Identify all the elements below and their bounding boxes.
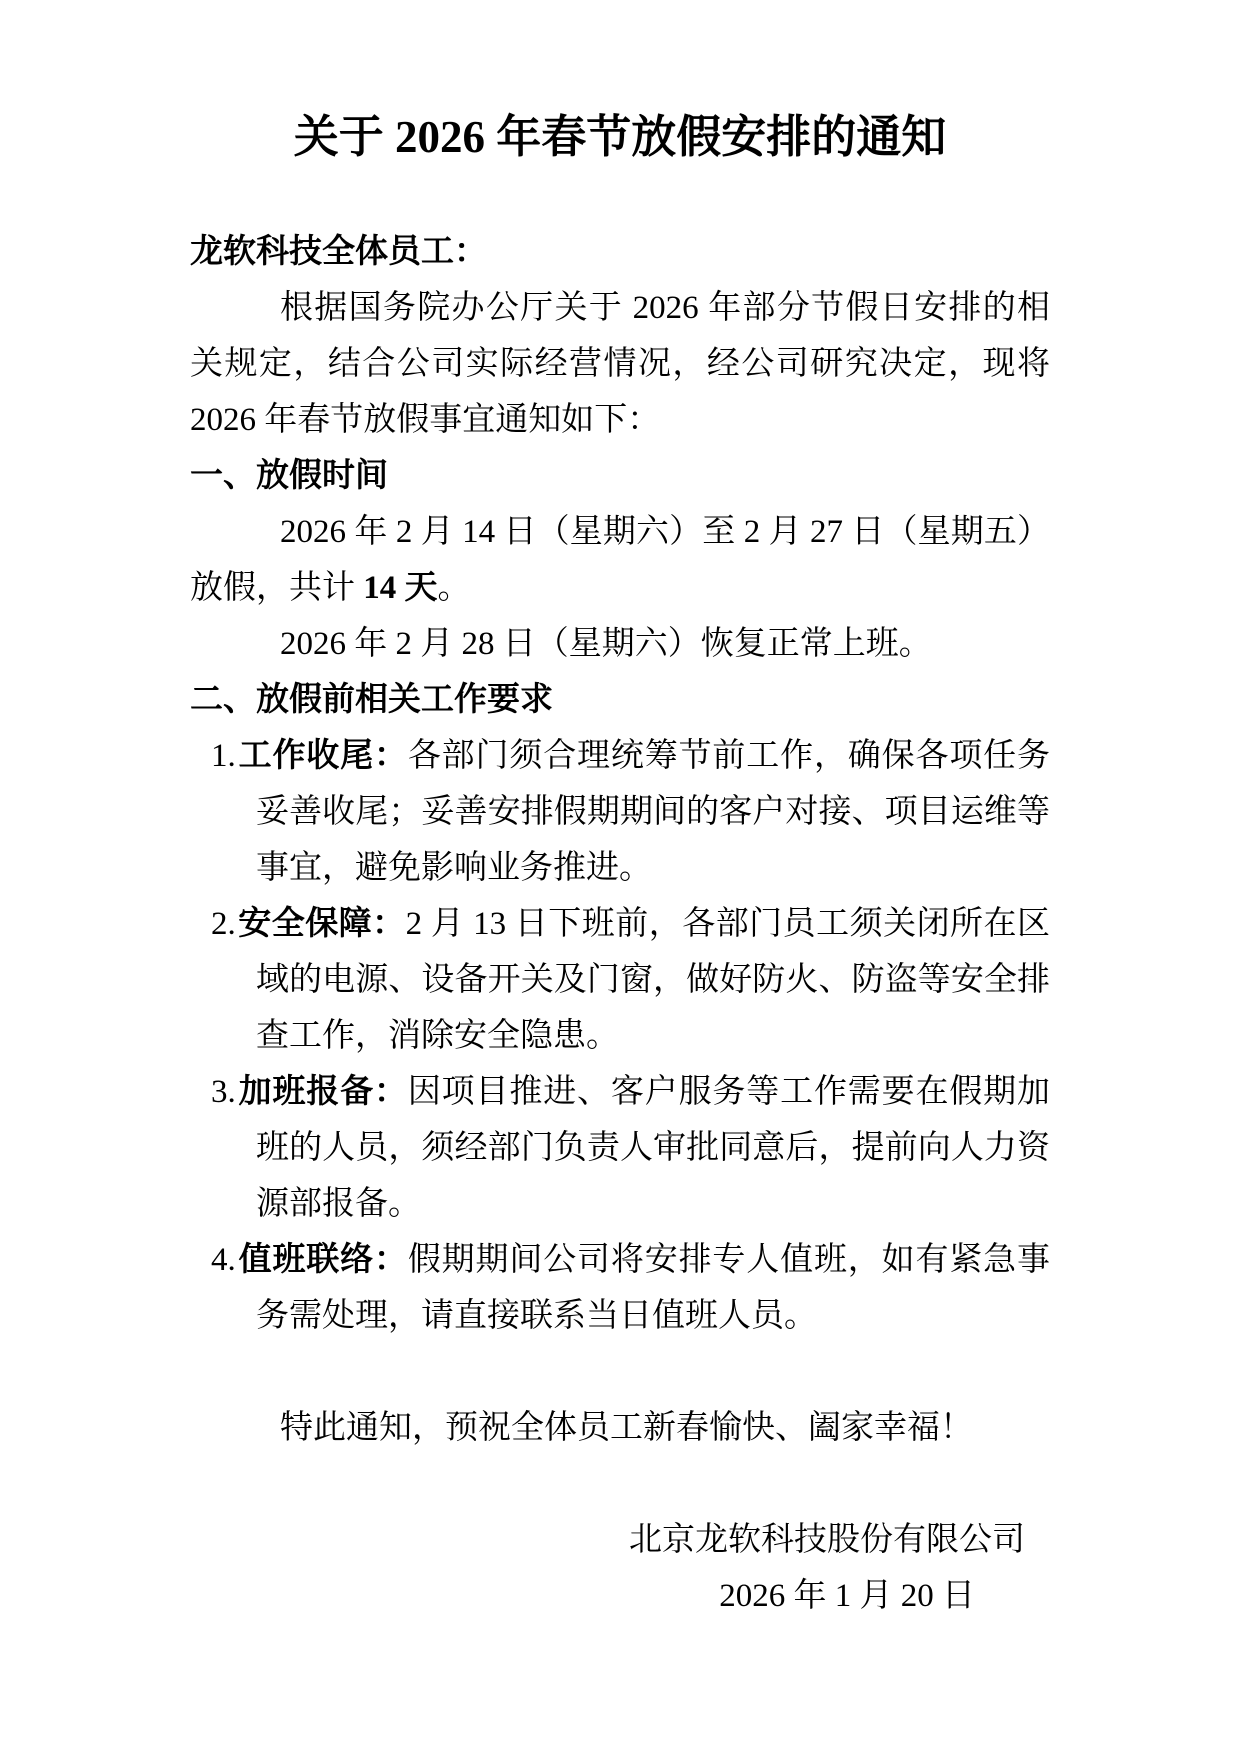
list-item-lead: 值班联络： [237,1242,408,1278]
list-item-number: 2. [211,906,236,942]
list-item-lead: 加班报备： [237,1074,408,1110]
holiday-dates-text: 2026 年 2 月 14 日（星期六）至 2 月 27 日（星期五）放假，共计 [190,514,1050,606]
holiday-total-days: 14 天 [363,570,438,606]
list-item-number: 3. [211,1074,236,1110]
list-item-text: 各部门须合理统筹节前工作，确保各项任务妥善收尾；妥善安排假期期间的客户对接、项目运维等事宜，避免影响业务推进。 [256,738,1050,886]
document-title: 关于 2026 年春节放假安排的通知 [293,112,947,162]
return-to-work-paragraph: 2026 年 2 月 28 日（星期六）恢复正常上班。 [280,626,932,662]
list-item-text: 2 月 13 日下班前，各部门员工须关闭所在区域的电源、设备开关及门窗，做好防火、防盗等安全排查工作，消除安全隐患。 [256,906,1051,1054]
list-item-work-wrapup [190,728,1050,896]
signature-date: 2026 年 1 月 20 日 [719,1578,975,1614]
list-item-overtime [190,1064,1050,1232]
list-item-text: 因项目推进、客户服务等工作需要在假期加班的人员，须经部门负责人审批同意后，提前向人力资源部报备。 [256,1074,1050,1222]
section2-heading: 二、放假前相关工作要求 [190,682,553,718]
holiday-dates-paragraph [190,504,1050,616]
list-item-duty-contact [190,1232,1050,1344]
list-item-lead: 安全保障： [237,906,406,942]
list-item-number: 4. [211,1242,236,1278]
section1-heading: 一、放假时间 [190,458,388,494]
list-item-number: 1. [211,738,236,774]
holiday-dates-period: 。 [437,570,471,606]
list-item-safety [190,896,1050,1064]
list-item-text: 假期期间公司将安排专人值班，如有紧急事务需处理，请直接联系当日值班人员。 [256,1242,1050,1334]
intro-paragraph: 根据国务院办公厅关于 2026 年部分节假日安排的相关规定，结合公司实际经营情况，经公司研究决定，现将 2026 年春节放假事宜通知如下： [190,290,1050,438]
signature-company: 北京龙软科技股份有限公司 [629,1522,1025,1558]
list-item-lead: 工作收尾： [237,738,408,774]
salutation: 龙软科技全体员工： [190,234,487,270]
closing-paragraph: 特此通知，预祝全体员工新春愉快、阖家幸福！ [280,1410,973,1446]
